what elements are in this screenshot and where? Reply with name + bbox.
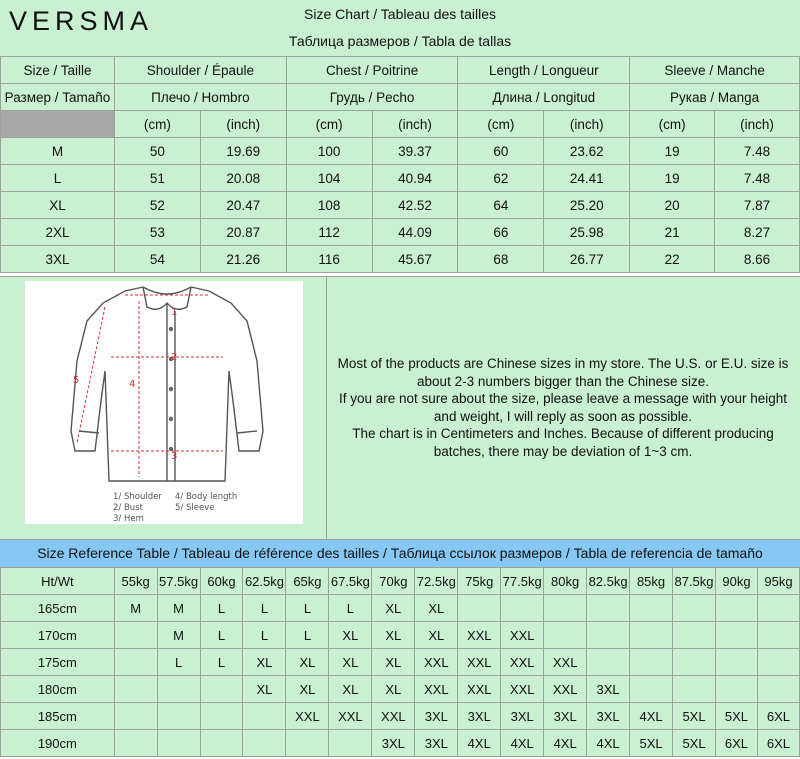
- recommended-size-cell: [630, 622, 673, 649]
- height-cell: 180cm: [1, 676, 115, 703]
- size-value-cell: 108: [286, 192, 372, 219]
- reference-row: [1, 622, 800, 649]
- recommended-size-cell: XXL: [458, 649, 501, 676]
- recommended-size-cell: XL: [415, 595, 458, 622]
- size-rows: [1, 138, 800, 273]
- recommended-size-cell: 6XL: [757, 703, 799, 730]
- recommended-size-cell: L: [157, 649, 200, 676]
- size-header-row-2: [1, 84, 800, 111]
- recommended-size-cell: XXL: [458, 622, 501, 649]
- note-line: about 2-3 numbers bigger than the Chinese size.: [417, 373, 709, 389]
- reference-row: [1, 649, 800, 676]
- recommended-size-cell: 3XL: [415, 730, 458, 757]
- recommended-size-cell: XL: [372, 622, 415, 649]
- header-shoulder: Shoulder / Épaule: [114, 57, 286, 84]
- size-value-cell: 7.48: [715, 165, 800, 192]
- height-cell: 190cm: [1, 730, 115, 757]
- recommended-size-cell: 3XL: [372, 730, 415, 757]
- size-value-cell: 19.69: [200, 138, 286, 165]
- size-value-cell: 24.41: [544, 165, 630, 192]
- header: [0, 0, 800, 57]
- note-line: and weight, I will reply as soon as possible.: [433, 408, 693, 424]
- recommended-size-cell: [673, 676, 716, 703]
- recommended-size-cell: [757, 649, 799, 676]
- size-value-cell: 64: [458, 192, 544, 219]
- recommended-size-cell: XL: [372, 649, 415, 676]
- size-value-cell: 25.98: [544, 219, 630, 246]
- size-value-cell: 21: [630, 219, 715, 246]
- unit-cell: (inch): [544, 111, 630, 138]
- recommended-size-cell: 5XL: [673, 703, 716, 730]
- recommended-size-cell: [200, 730, 243, 757]
- unit-cell: (cm): [458, 111, 544, 138]
- unit-cell: (inch): [372, 111, 458, 138]
- unit-cell: (cm): [630, 111, 715, 138]
- header-sleeve: Sleeve / Manche: [630, 57, 800, 84]
- size-value-cell: 19: [630, 138, 715, 165]
- button-icon: [169, 387, 173, 391]
- size-value-cell: 25.20: [544, 192, 630, 219]
- section-divider: [326, 277, 327, 539]
- legend-sleeve: 5/ Sleeve: [175, 503, 215, 513]
- recommended-size-cell: XXL: [415, 649, 458, 676]
- size-value-cell: 7.87: [715, 192, 800, 219]
- recommended-size-cell: [630, 649, 673, 676]
- weight-header-cell: 70kg: [372, 568, 415, 595]
- button-icon: [169, 327, 173, 331]
- size-value-cell: 60: [458, 138, 544, 165]
- recommended-size-cell: [286, 730, 329, 757]
- measure-number-2: 2: [171, 352, 178, 363]
- size-value-cell: 8.66: [715, 246, 800, 273]
- reference-header-row: [1, 568, 800, 595]
- recommended-size-cell: [243, 703, 286, 730]
- weight-header-cell: 57.5kg: [157, 568, 200, 595]
- header-size-ru: Размер / Tamaño: [1, 84, 115, 111]
- recommended-size-cell: 3XL: [587, 676, 630, 703]
- reference-rows: [1, 568, 800, 757]
- size-value-cell: 44.09: [372, 219, 458, 246]
- size-value-cell: 52: [114, 192, 200, 219]
- recommended-size-cell: XXL: [544, 649, 587, 676]
- recommended-size-cell: [329, 730, 372, 757]
- recommended-size-cell: M: [157, 595, 200, 622]
- legend-body-length: 4/ Body length: [175, 492, 238, 502]
- reference-row: [1, 730, 800, 757]
- size-value-cell: 62: [458, 165, 544, 192]
- recommended-size-cell: XL: [329, 649, 372, 676]
- recommended-size-cell: 4XL: [501, 730, 544, 757]
- header-shoulder-ru: Плечо / Hombro: [114, 84, 286, 111]
- recommended-size-cell: XXL: [286, 703, 329, 730]
- recommended-size-cell: XL: [329, 622, 372, 649]
- size-value-cell: 100: [286, 138, 372, 165]
- size-value-cell: 112: [286, 219, 372, 246]
- measure-number-1: 1: [171, 307, 178, 318]
- measure-number-4: 4: [129, 379, 136, 390]
- recommended-size-cell: XXL: [458, 676, 501, 703]
- recommended-size-cell: XXL: [372, 703, 415, 730]
- size-label-cell: L: [1, 165, 115, 192]
- size-value-cell: 26.77: [544, 246, 630, 273]
- weight-header-cell: 67.5kg: [329, 568, 372, 595]
- recommended-size-cell: [200, 703, 243, 730]
- height-cell: 175cm: [1, 649, 115, 676]
- recommended-size-cell: XXL: [501, 676, 544, 703]
- weight-header-cell: 90kg: [716, 568, 758, 595]
- note-line: batches, there may be deviation of 1~3 cm.: [433, 443, 693, 459]
- recommended-size-cell: [544, 622, 587, 649]
- unit-cell: (cm): [114, 111, 200, 138]
- recommended-size-cell: [587, 649, 630, 676]
- reference-row: [1, 595, 800, 622]
- height-cell: 170cm: [1, 622, 115, 649]
- recommended-size-cell: L: [286, 595, 329, 622]
- size-label-cell: 2XL: [1, 219, 115, 246]
- size-value-cell: 22: [630, 246, 715, 273]
- size-header-row-1: [1, 57, 800, 84]
- size-value-cell: 23.62: [544, 138, 630, 165]
- left-cuff: [79, 431, 99, 433]
- recommended-size-cell: [200, 676, 243, 703]
- recommended-size-cell: [114, 649, 157, 676]
- recommended-size-cell: XXL: [501, 649, 544, 676]
- recommended-size-cell: 4XL: [587, 730, 630, 757]
- size-value-cell: 54: [114, 246, 200, 273]
- recommended-size-cell: [630, 676, 673, 703]
- legend-hem: 3/ Hem: [113, 514, 144, 524]
- size-value-cell: 45.67: [372, 246, 458, 273]
- size-value-cell: 20.08: [200, 165, 286, 192]
- weight-header-cell: 65kg: [286, 568, 329, 595]
- size-value-cell: 51: [114, 165, 200, 192]
- unit-cell: (inch): [200, 111, 286, 138]
- button-icon: [169, 417, 173, 421]
- recommended-size-cell: 3XL: [544, 703, 587, 730]
- recommended-size-cell: 5XL: [716, 703, 758, 730]
- recommended-size-cell: [673, 622, 716, 649]
- recommended-size-cell: XL: [415, 622, 458, 649]
- recommended-size-cell: [114, 703, 157, 730]
- reference-table: [0, 567, 800, 757]
- reference-table-title: Size Reference Table / Tableau de référence des tailles / Таблица ссылок размеров / Tabla de referencia de tamaño: [0, 540, 800, 568]
- size-value-cell: 68: [458, 246, 544, 273]
- size-table: [0, 56, 800, 273]
- recommended-size-cell: [157, 676, 200, 703]
- recommended-size-cell: [157, 730, 200, 757]
- recommended-size-cell: L: [243, 622, 286, 649]
- recommended-size-cell: M: [114, 595, 157, 622]
- size-row: [1, 165, 800, 192]
- recommended-size-cell: [630, 595, 673, 622]
- recommended-size-cell: 3XL: [587, 703, 630, 730]
- recommended-size-cell: L: [200, 622, 243, 649]
- recommended-size-cell: L: [200, 595, 243, 622]
- header-length: Length / Longueur: [458, 57, 630, 84]
- brand-logo: VERSMA: [9, 6, 154, 36]
- unit-cell: (inch): [715, 111, 800, 138]
- size-value-cell: 53: [114, 219, 200, 246]
- recommended-size-cell: [716, 622, 758, 649]
- header-chest: Chest / Poitrine: [286, 57, 458, 84]
- sleeve-measure-line: [77, 307, 105, 443]
- recommended-size-cell: L: [243, 595, 286, 622]
- units-row: [1, 111, 800, 138]
- header-length-ru: Длина / Longitud: [458, 84, 630, 111]
- size-value-cell: 20.47: [200, 192, 286, 219]
- size-value-cell: 104: [286, 165, 372, 192]
- recommended-size-cell: [157, 703, 200, 730]
- recommended-size-cell: 4XL: [630, 703, 673, 730]
- right-cuff: [237, 431, 257, 433]
- recommended-size-cell: L: [200, 649, 243, 676]
- size-notes: [328, 355, 798, 461]
- recommended-size-cell: XL: [329, 676, 372, 703]
- weight-header-cell: 77.5kg: [501, 568, 544, 595]
- recommended-size-cell: 6XL: [757, 730, 799, 757]
- recommended-size-cell: [114, 730, 157, 757]
- weight-header-cell: 85kg: [630, 568, 673, 595]
- size-value-cell: 50: [114, 138, 200, 165]
- weight-header-cell: 95kg: [757, 568, 799, 595]
- note-line: Most of the products are Chinese sizes in my store. The U.S. or E.U. size is: [337, 356, 789, 371]
- weight-header-cell: 75kg: [458, 568, 501, 595]
- shirt-illustration: [25, 281, 303, 524]
- title-line-2: Таблица размеров / Tabla de tallas: [288, 33, 512, 49]
- size-value-cell: 19: [630, 165, 715, 192]
- title-line-1: Size Chart / Tableau des tailles: [304, 6, 496, 22]
- recommended-size-cell: XL: [286, 649, 329, 676]
- recommended-size-cell: 3XL: [458, 703, 501, 730]
- size-value-cell: 8.27: [715, 219, 800, 246]
- recommended-size-cell: [757, 622, 799, 649]
- legend-shoulder: 1/ Shoulder: [113, 492, 162, 502]
- measure-number-3: 3: [171, 451, 178, 462]
- recommended-size-cell: 5XL: [630, 730, 673, 757]
- collar-back: [143, 287, 191, 294]
- legend-bust: 2/ Bust: [113, 503, 143, 513]
- recommended-size-cell: [544, 595, 587, 622]
- size-row: [1, 246, 800, 273]
- garment-diagram: [25, 281, 303, 524]
- size-value-cell: 7.48: [715, 138, 800, 165]
- recommended-size-cell: [716, 649, 758, 676]
- weight-header-cell: 62.5kg: [243, 568, 286, 595]
- weight-header-cell: 87.5kg: [673, 568, 716, 595]
- recommended-size-cell: [587, 595, 630, 622]
- ht-wt-header: Ht/Wt: [1, 568, 115, 595]
- recommended-size-cell: XXL: [329, 703, 372, 730]
- size-row: [1, 138, 800, 165]
- unit-cell: (cm): [286, 111, 372, 138]
- recommended-size-cell: [501, 595, 544, 622]
- recommended-size-cell: XL: [243, 649, 286, 676]
- recommended-size-cell: M: [157, 622, 200, 649]
- recommended-size-cell: XL: [372, 595, 415, 622]
- recommended-size-cell: [673, 649, 716, 676]
- recommended-size-cell: XL: [286, 676, 329, 703]
- header-chest-ru: Грудь / Pecho: [286, 84, 458, 111]
- recommended-size-cell: [458, 595, 501, 622]
- size-label-cell: XL: [1, 192, 115, 219]
- size-value-cell: 20: [630, 192, 715, 219]
- size-value-cell: 116: [286, 246, 372, 273]
- recommended-size-cell: 6XL: [716, 730, 758, 757]
- recommended-size-cell: [716, 676, 758, 703]
- reference-row: [1, 703, 800, 730]
- weight-header-cell: 55kg: [114, 568, 157, 595]
- recommended-size-cell: XL: [372, 676, 415, 703]
- note-line: If you are not sure about the size, please leave a message with your height: [338, 391, 788, 407]
- note-line: The chart is in Centimeters and Inches. Because of different producing: [352, 426, 774, 442]
- height-cell: 185cm: [1, 703, 115, 730]
- recommended-size-cell: 4XL: [544, 730, 587, 757]
- recommended-size-cell: L: [329, 595, 372, 622]
- weight-header-cell: 82.5kg: [587, 568, 630, 595]
- size-value-cell: 21.26: [200, 246, 286, 273]
- recommended-size-cell: L: [286, 622, 329, 649]
- weight-header-cell: 72.5kg: [415, 568, 458, 595]
- recommended-size-cell: [673, 595, 716, 622]
- size-value-cell: 39.37: [372, 138, 458, 165]
- size-value-cell: 42.52: [372, 192, 458, 219]
- recommended-size-cell: 3XL: [501, 703, 544, 730]
- weight-header-cell: 80kg: [544, 568, 587, 595]
- info-section: [0, 276, 800, 540]
- units-blank: [1, 111, 115, 138]
- recommended-size-cell: [757, 595, 799, 622]
- recommended-size-cell: [757, 676, 799, 703]
- recommended-size-cell: [114, 622, 157, 649]
- size-label-cell: M: [1, 138, 115, 165]
- weight-header-cell: 60kg: [200, 568, 243, 595]
- recommended-size-cell: XL: [243, 676, 286, 703]
- recommended-size-cell: [114, 676, 157, 703]
- header-size: Size / Taille: [1, 57, 115, 84]
- recommended-size-cell: 4XL: [458, 730, 501, 757]
- header-sleeve-ru: Рукав / Manga: [630, 84, 800, 111]
- recommended-size-cell: XXL: [544, 676, 587, 703]
- size-value-cell: 40.94: [372, 165, 458, 192]
- measure-number-5: 5: [73, 375, 80, 386]
- recommended-size-cell: [587, 622, 630, 649]
- size-value-cell: 20.87: [200, 219, 286, 246]
- recommended-size-cell: 3XL: [415, 703, 458, 730]
- recommended-size-cell: [243, 730, 286, 757]
- recommended-size-cell: XXL: [501, 622, 544, 649]
- size-row: [1, 192, 800, 219]
- size-label-cell: 3XL: [1, 246, 115, 273]
- reference-row: [1, 676, 800, 703]
- size-value-cell: 66: [458, 219, 544, 246]
- size-row: [1, 219, 800, 246]
- height-cell: 165cm: [1, 595, 115, 622]
- recommended-size-cell: XXL: [415, 676, 458, 703]
- recommended-size-cell: [716, 595, 758, 622]
- recommended-size-cell: 5XL: [673, 730, 716, 757]
